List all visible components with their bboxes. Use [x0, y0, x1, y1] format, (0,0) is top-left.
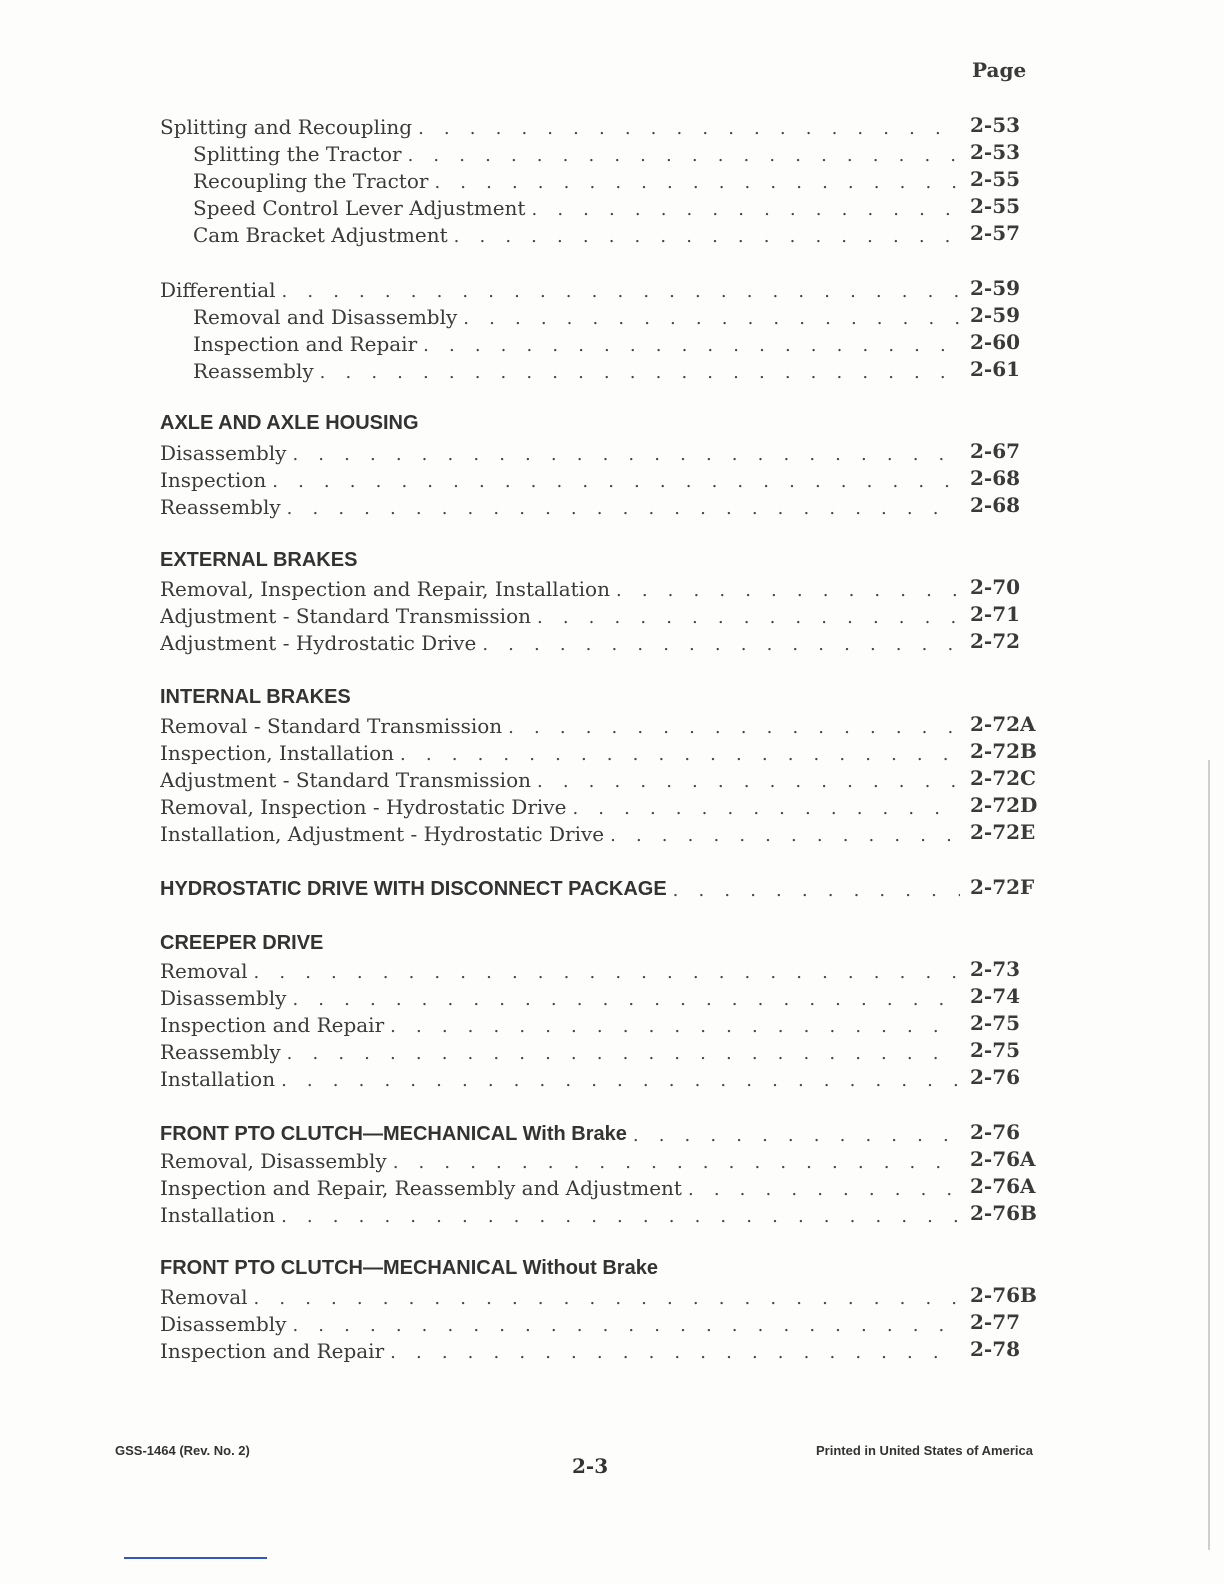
toc-entry-label: Removal, Inspection and Repair, Installation	[160, 577, 616, 601]
toc-entry-external-adjustment-hydrostatic[interactable]	[160, 628, 960, 655]
toc-entry-differential[interactable]	[160, 275, 960, 302]
toc-entry-label: Inspection and Repair, Reassembly and Adjustment	[160, 1176, 688, 1200]
dot-leader	[292, 1315, 960, 1336]
dot-leader	[537, 771, 960, 792]
toc-entry-label: Removal	[160, 959, 254, 983]
dot-leader	[408, 145, 960, 166]
dot-leader	[292, 444, 960, 465]
toc-entry-page: 2-76B	[970, 1201, 1037, 1225]
toc-entry-page: 2-53	[970, 140, 1021, 164]
page-number: 2-3	[572, 1454, 609, 1478]
section-heading-pto-without-brake: FRONT PTO CLUTCH—MECHANICAL Without Brake	[160, 1257, 658, 1279]
toc-entry-label: Reassembly	[160, 1040, 287, 1064]
toc-entry-page: 2-78	[970, 1337, 1021, 1361]
toc-entry-page: 2-76A	[970, 1174, 1036, 1198]
dot-leader	[287, 1043, 960, 1064]
toc-entry-axle-inspection[interactable]	[160, 465, 960, 492]
toc-entry-splitting-the-tractor[interactable]	[193, 139, 960, 166]
toc-entry-label: Inspection and Repair	[193, 332, 423, 356]
toc-entry-creeper-reassembly[interactable]	[160, 1037, 960, 1064]
toc-entry-pto-nb-disassembly[interactable]	[160, 1309, 960, 1336]
document-id: GSS-1464 (Rev. No. 2)	[115, 1443, 250, 1458]
dot-leader	[616, 580, 960, 601]
toc-entry-label: Inspection and Repair	[160, 1339, 390, 1363]
toc-entry-creeper-disassembly[interactable]	[160, 983, 960, 1010]
toc-entry-label: Removal, Inspection - Hydrostatic Drive	[160, 795, 572, 819]
toc-entry-label: Removal, Disassembly	[160, 1149, 393, 1173]
toc-entry-label: Differential	[160, 278, 282, 302]
toc-entry-label: Splitting and Recoupling	[160, 115, 418, 139]
toc-entry-label: Adjustment - Standard Transmission	[160, 604, 537, 628]
toc-entry-label: Installation, Adjustment - Hydrostatic Drive	[160, 822, 610, 846]
toc-entry-page: 2-68	[970, 466, 1021, 490]
toc-entry-pto-inspection-reassembly[interactable]	[160, 1173, 960, 1200]
toc-entry-page: 2-72E	[970, 820, 1036, 844]
section-heading-internal-brakes: INTERNAL BRAKES	[160, 686, 351, 708]
section-heading-external-brakes: EXTERNAL BRAKES	[160, 549, 358, 571]
toc-entry-label: Removal - Standard Transmission	[160, 714, 508, 738]
toc-entry-label: Reassembly	[160, 495, 287, 519]
toc-entry-internal-adjustment-standard[interactable]	[160, 765, 960, 792]
toc-entry-page: 2-57	[970, 221, 1021, 245]
toc-entry-internal-removal-standard[interactable]	[160, 711, 960, 738]
dot-leader	[287, 498, 960, 519]
toc-entry-page: 2-72B	[970, 739, 1037, 763]
toc-entry-label: Removal and Disassembly	[193, 305, 463, 329]
toc-entry-page: 2-75	[970, 1038, 1021, 1062]
toc-entry-internal-installation-hydrostatic[interactable]	[160, 819, 960, 846]
dot-leader	[610, 825, 960, 846]
toc-entry-label: Installation	[160, 1067, 281, 1091]
toc-entry-creeper-inspection[interactable]	[160, 1010, 960, 1037]
toc-entry-page: 2-72F	[970, 875, 1035, 899]
dot-leader	[454, 226, 960, 247]
dot-leader	[434, 172, 960, 193]
section-heading-axle: AXLE AND AXLE HOUSING	[160, 412, 419, 434]
toc-entry-page: 2-59	[970, 276, 1021, 300]
toc-entry-pto-installation[interactable]	[160, 1200, 960, 1227]
toc-entry-page: 2-53	[970, 113, 1021, 137]
scan-edge-divider	[1208, 760, 1210, 1550]
toc-entry-recoupling-the-tractor[interactable]	[193, 166, 960, 193]
toc-entry-page: 2-76A	[970, 1147, 1036, 1171]
toc-entry-label: Disassembly	[160, 1312, 292, 1336]
toc-entry-speed-control-lever-adjustment[interactable]	[193, 193, 960, 220]
bottom-divider	[124, 1557, 267, 1559]
toc-entry-creeper-installation[interactable]	[160, 1064, 960, 1091]
toc-entry-label: Reassembly	[193, 359, 320, 383]
toc-entry-page: 2-71	[970, 602, 1021, 626]
toc-entry-label: Installation	[160, 1203, 281, 1227]
toc-entry-page: 2-72A	[970, 712, 1036, 736]
toc-entry-label: Inspection, Installation	[160, 741, 400, 765]
dot-leader	[400, 744, 960, 765]
toc-entry-page: 2-76	[970, 1120, 1021, 1144]
toc-entry-creeper-removal[interactable]	[160, 956, 960, 983]
toc-entry-page: 2-74	[970, 984, 1021, 1008]
dot-leader	[537, 607, 960, 628]
toc-entry-splitting-and-recoupling[interactable]	[160, 112, 960, 139]
toc-entry-page: 2-76	[970, 1065, 1021, 1089]
dot-leader	[390, 1342, 960, 1363]
toc-entry-reassembly[interactable]	[193, 356, 960, 383]
dot-leader	[281, 1206, 960, 1227]
toc-entry-page: 2-75	[970, 1011, 1021, 1035]
toc-entry-label: Disassembly	[160, 441, 292, 465]
toc-entry-page: 2-59	[970, 303, 1021, 327]
dot-leader	[572, 798, 960, 819]
dot-leader	[272, 471, 960, 492]
dot-leader	[673, 880, 960, 901]
toc-entry-page: 2-73	[970, 957, 1021, 981]
page-column-label: Page	[972, 58, 1027, 82]
toc-entry-label: Inspection	[160, 468, 272, 492]
toc-entry-page: 2-70	[970, 575, 1021, 599]
dot-leader	[463, 308, 960, 329]
toc-entry-page: 2-68	[970, 493, 1021, 517]
toc-entry-page: 2-55	[970, 194, 1021, 218]
toc-entry-label: Adjustment - Standard Transmission	[160, 768, 537, 792]
toc-entry-label: HYDROSTATIC DRIVE WITH DISCONNECT PACKAGE	[160, 878, 673, 901]
dot-leader	[393, 1152, 960, 1173]
dot-leader	[688, 1179, 960, 1200]
toc-entry-internal-inspection-installation[interactable]	[160, 738, 960, 765]
toc-entry-page: 2-61	[970, 357, 1021, 381]
toc-entry-hydrostatic-drive[interactable]	[160, 874, 960, 901]
toc-entry-label: Splitting the Tractor	[193, 142, 408, 166]
toc-entry-external-removal[interactable]	[160, 574, 960, 601]
dot-leader	[390, 1016, 960, 1037]
toc-entry-pto-with-brake[interactable]	[160, 1119, 960, 1146]
toc-entry-pto-removal-disassembly[interactable]	[160, 1146, 960, 1173]
toc-entry-cam-bracket-adjustment[interactable]	[193, 220, 960, 247]
toc-entry-label: Removal	[160, 1285, 254, 1309]
toc-entry-label: Adjustment - Hydrostatic Drive	[160, 631, 482, 655]
dot-leader	[254, 1288, 960, 1309]
toc-entry-label: Disassembly	[160, 986, 292, 1010]
toc-entry-inspection-and-repair[interactable]	[193, 329, 960, 356]
toc-entry-removal-and-disassembly[interactable]	[193, 302, 960, 329]
toc-entry-page: 2-60	[970, 330, 1021, 354]
dot-leader	[292, 989, 960, 1010]
dot-leader	[508, 717, 960, 738]
toc-entry-axle-disassembly[interactable]	[160, 438, 960, 465]
toc-entry-label: Speed Control Lever Adjustment	[193, 196, 531, 220]
toc-entry-page: 2-72C	[970, 766, 1036, 790]
dot-leader	[418, 118, 960, 139]
printed-notice: Printed in United States of America	[816, 1443, 1033, 1458]
toc-entry-internal-removal-hydrostatic[interactable]	[160, 792, 960, 819]
toc-entry-external-adjustment-standard[interactable]	[160, 601, 960, 628]
toc-entry-axle-reassembly[interactable]	[160, 492, 960, 519]
toc-entry-pto-nb-removal[interactable]	[160, 1282, 960, 1309]
dot-leader	[282, 281, 960, 302]
toc-entry-page: 2-55	[970, 167, 1021, 191]
toc-entry-page: 2-67	[970, 439, 1021, 463]
toc-entry-page: 2-72D	[970, 793, 1038, 817]
toc-entry-label: Cam Bracket Adjustment	[193, 223, 454, 247]
toc-entry-page: 2-76B	[970, 1283, 1037, 1307]
dot-leader	[633, 1125, 960, 1146]
section-heading-creeper-drive: CREEPER DRIVE	[160, 932, 324, 954]
toc-entry-pto-nb-inspection[interactable]	[160, 1336, 960, 1363]
toc-entry-label: FRONT PTO CLUTCH—MECHANICAL With Brake	[160, 1123, 633, 1146]
dot-leader	[531, 199, 960, 220]
dot-leader	[482, 634, 960, 655]
toc-entry-page: 2-77	[970, 1310, 1021, 1334]
toc-entry-label: Inspection and Repair	[160, 1013, 390, 1037]
toc-entry-page: 2-72	[970, 629, 1021, 653]
dot-leader	[254, 962, 960, 983]
dot-leader	[281, 1070, 960, 1091]
dot-leader	[320, 362, 960, 383]
toc-entry-label: Recoupling the Tractor	[193, 169, 434, 193]
dot-leader	[423, 335, 960, 356]
